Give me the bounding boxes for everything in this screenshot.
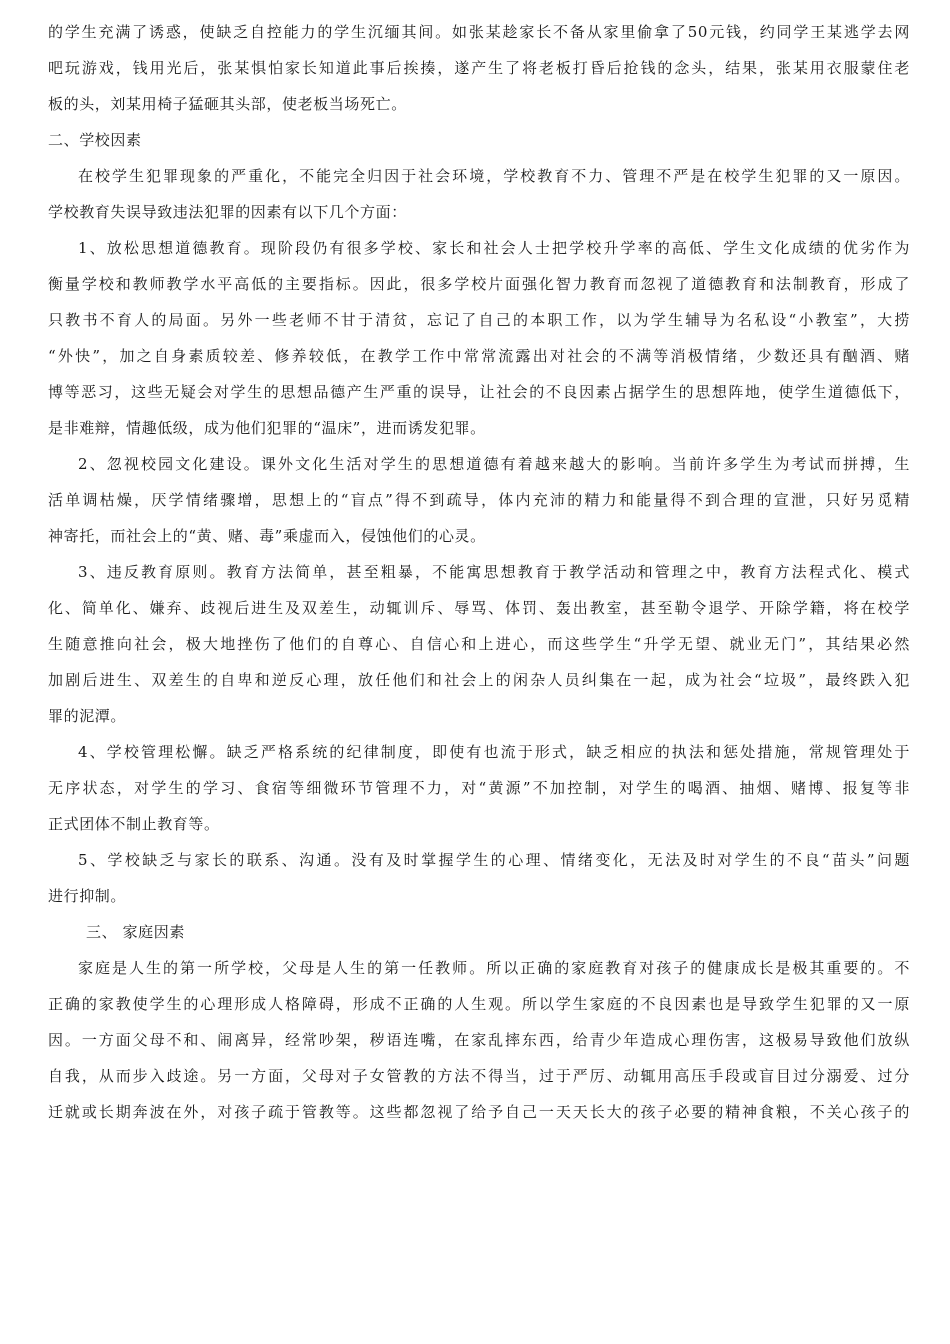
document-page: [48, 14, 910, 1130]
text-line: 加剧后进生、双差生的自卑和逆反心理，放任他们和社会上的闲杂人员纠集在一起，成为社会“垃圾”，最终跌入犯: [48, 671, 910, 689]
text-line: 罪的泥潭。: [48, 707, 127, 725]
text-line: 自我，从而步入歧途。另一方面，父母对子女管教的方法不得当，过于严厉、动辄用高压手段或盲目过分溺爱、过分: [48, 1067, 910, 1085]
text-line: 博等恶习，这些无疑会对学生的思想品德产生严重的误导，让社会的不良因素占据学生的思想阵地，使学生道德低下，: [48, 383, 910, 401]
text-line: 正确的家教使学生的心理形成人格障碍，形成不正确的人生观。所以学生家庭的不良因素也是导致学生犯罪的又一原: [48, 995, 910, 1013]
text-line: 生随意推向社会，极大地挫伤了他们的自尊心、自信心和上进心，而这些学生“升学无望、就业无门”，其结果必然: [48, 635, 910, 653]
text-line: 无序状态，对学生的学习、食宿等细微环节管理不力，对“黄源”不加控制，对学生的喝酒、抽烟、赌博、报复等非: [48, 779, 910, 797]
text-line: 学校教育失误导致违法犯罪的因素有以下几个方面：: [48, 203, 407, 221]
text-line: 家庭是人生的第一所学校，父母是人生的第一任教师。所以正确的家庭教育对孩子的健康成长是极其重要的。不: [78, 959, 910, 977]
text-line: 吧玩游戏，钱用光后，张某惧怕家长知道此事后挨揍，遂产生了将老板打昏后抢钱的念头，结果，张某用衣服蒙住老: [48, 59, 910, 77]
text-line: 板的头，刘某用椅子猛砸其头部，使老板当场死亡。: [48, 95, 407, 113]
text-line: 因。一方面父母不和、闹离异，经常吵架，秽语连嘴，在家乱摔东西，给青少年造成心理伤害，这极易导致他们放纵: [48, 1031, 910, 1049]
text-line: 二、学校因素: [48, 131, 142, 149]
text-line: 三、 家庭因素: [86, 923, 185, 941]
text-line: 活单调枯燥，厌学情绪骤增，思想上的“盲点”得不到疏导，体内充沛的精力和能量得不到合理的宣泄，只好另觅精: [48, 491, 910, 509]
text-line: 化、简单化、嫌弃、歧视后进生及双差生，动辄训斥、辱骂、体罚、轰出教室，甚至勒令退学、开除学籍，将在校学: [48, 599, 910, 617]
text-line: “外快”，加之自身素质较差、修养较低，在教学工作中常常流露出对社会的不满等消极情绪，少数还具有酗酒、赌: [48, 347, 910, 365]
text-line: 迁就或长期奔波在外，对孩子疏于管教等。这些都忽视了给予自己一天天长大的孩子必要的精神食粮，不关心孩子的: [48, 1103, 910, 1121]
text-line: 4、学校管理松懈。缺乏严格系统的纪律制度，即使有也流于形式，缺乏相应的执法和惩处措施，常规管理处于: [78, 743, 910, 761]
text-line: 衡量学校和教师教学水平高低的主要指标。因此，很多学校片面强化智力教育而忽视了道德教育和法制教育，形成了: [48, 275, 910, 293]
text-line: 进行抑制。: [48, 887, 127, 905]
text-line: 1、放松思想道德教育。现阶段仍有很多学校、家长和社会人士把学校升学率的高低、学生文化成绩的优劣作为: [78, 239, 910, 257]
text-line: 的学生充满了诱惑，使缺乏自控能力的学生沉缅其间。如张某趁家长不备从家里偷拿了50元钱，约同学王某逃学去网: [48, 23, 910, 41]
text-line: 5、学校缺乏与家长的联系、沟通。没有及时掌握学生的心理、情绪变化，无法及时对学生的不良“苗头”问题: [78, 851, 910, 869]
text-line: 正式团体不制止教育等。: [48, 815, 220, 833]
text-line: 2、忽视校园文化建设。课外文化生活对学生的思想道德有着越来越大的影响。当前许多学生为考试而拼搏，生: [78, 455, 910, 473]
text-line: 神寄托，而社会上的“黄、赌、毒”乘虚而入，侵蚀他们的心灵。: [48, 527, 486, 545]
text-line: 在校学生犯罪现象的严重化，不能完全归因于社会环境，学校教育不力、管理不严是在校学生犯罪的又一原因。: [78, 167, 910, 185]
text-line: 只教书不育人的局面。另外一些老师不甘于清贫，忘记了自己的本职工作，以为学生辅导为名私设“小教室”，大捞: [48, 311, 910, 329]
text-line: 是非难辩，情趣低级，成为他们犯罪的“温床”，进而诱发犯罪。: [48, 419, 486, 437]
text-line: 3、违反教育原则。教育方法简单，甚至粗暴，不能寓思想教育于教学活动和管理之中，教育方法程式化、模式: [78, 563, 910, 581]
